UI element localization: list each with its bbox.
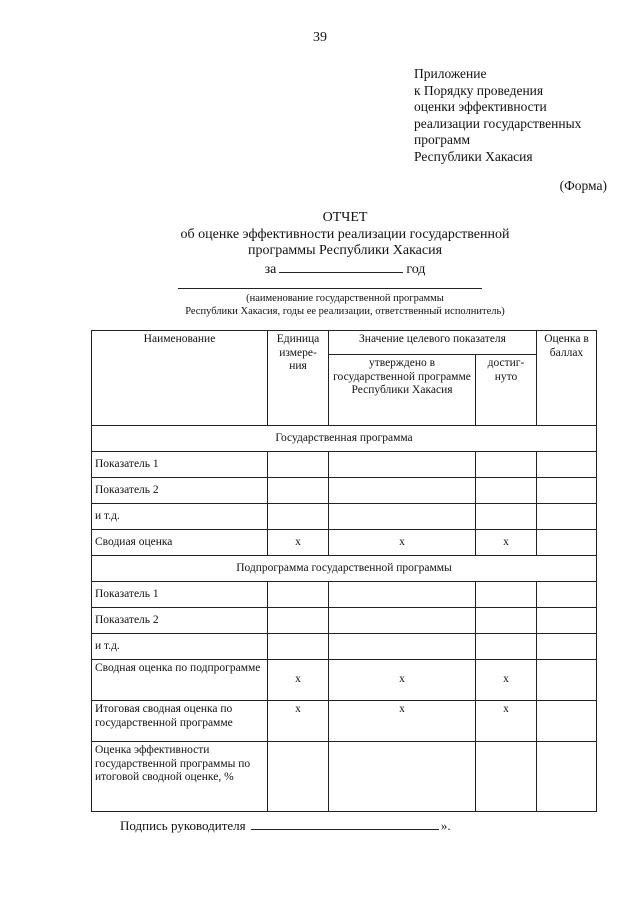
header-unit: Единица измере-ния <box>268 331 329 426</box>
signature-line <box>120 818 451 834</box>
row-achieved[interactable] <box>476 452 537 478</box>
signature-blank-field[interactable] <box>251 818 439 830</box>
row-score[interactable] <box>537 608 597 634</box>
row-unit[interactable] <box>268 742 329 812</box>
header-name: Наименование <box>92 331 268 426</box>
program-name-caption <box>120 292 570 318</box>
row-name: Оценка эффективности государственной программы по итоговой сводной оценке, % <box>92 742 268 812</box>
row-achieved[interactable] <box>476 582 537 608</box>
form-label: (Форма) <box>559 178 607 193</box>
appendix-line: реализации государственных <box>414 115 582 131</box>
row-achieved[interactable] <box>476 478 537 504</box>
table-header-row <box>92 331 597 355</box>
section-row <box>92 556 597 582</box>
section-row <box>92 426 597 452</box>
row-score[interactable] <box>537 742 597 812</box>
header-target-value: Значение целевого показателя <box>329 331 537 355</box>
table-row <box>92 660 597 701</box>
row-name: Показатель 2 <box>92 608 268 634</box>
row-approved[interactable] <box>329 452 476 478</box>
appendix-line: Республики Хакасия <box>414 148 533 164</box>
row-approved[interactable] <box>329 634 476 660</box>
row-approved[interactable] <box>329 608 476 634</box>
row-score[interactable] <box>537 701 597 742</box>
table-row <box>92 608 597 634</box>
row-unit[interactable] <box>268 582 329 608</box>
table-row <box>92 478 597 504</box>
row-name: Показатель 1 <box>92 582 268 608</box>
table-row <box>92 634 597 660</box>
table-row <box>92 504 597 530</box>
title-period <box>140 260 550 279</box>
page-number: 39 <box>313 30 327 45</box>
row-achieved[interactable] <box>476 634 537 660</box>
row-score[interactable] <box>537 530 597 556</box>
row-name: Сводиая оценка <box>92 530 268 556</box>
table-row <box>92 742 597 812</box>
section-title-program: Государственная программа <box>92 426 597 452</box>
row-unit[interactable] <box>268 478 329 504</box>
row-approved[interactable] <box>329 478 476 504</box>
row-name: Показатель 1 <box>92 452 268 478</box>
row-score[interactable] <box>537 582 597 608</box>
header-approved: утверждено в государственной программе Республики Хакасия <box>329 355 476 426</box>
header-achieved: достиг-нуто <box>476 355 537 426</box>
row-name: и т.д. <box>92 504 268 530</box>
row-approved[interactable] <box>329 504 476 530</box>
table-row <box>92 701 597 742</box>
header-score: Оценка в баллах <box>537 331 597 426</box>
row-score[interactable] <box>537 634 597 660</box>
row-unit[interactable] <box>268 504 329 530</box>
row-approved: х <box>329 660 476 701</box>
appendix-line: программ <box>414 132 471 147</box>
program-name-line[interactable] <box>178 288 482 289</box>
caption-line-1: (наименование государственной программы <box>246 293 444 304</box>
row-achieved[interactable] <box>476 742 537 812</box>
title-line-1: об оценке эффективности реализации государственной <box>180 226 510 242</box>
section-title-subprogram: Подпрограмма государственной программы <box>92 556 597 582</box>
appendix-note <box>414 66 581 165</box>
row-achieved[interactable] <box>476 504 537 530</box>
row-name: Итоговая сводная оценка по государственной программе <box>92 701 268 742</box>
row-score[interactable] <box>537 452 597 478</box>
title-heading: ОТЧЕТ <box>322 210 368 225</box>
row-approved: х <box>329 701 476 742</box>
row-unit[interactable] <box>268 452 329 478</box>
row-unit[interactable] <box>268 634 329 660</box>
row-achieved: х <box>476 660 537 701</box>
row-achieved[interactable] <box>476 608 537 634</box>
appendix-line: к Порядку проведения <box>414 82 544 98</box>
period-prefix: за <box>264 261 277 277</box>
row-unit: х <box>268 701 329 742</box>
period-blank-field[interactable] <box>279 260 403 273</box>
table-row <box>92 530 597 556</box>
row-unit: х <box>268 530 329 556</box>
signature-label: Подпись руководителя <box>120 818 246 833</box>
report-title <box>140 210 550 278</box>
row-approved[interactable] <box>329 582 476 608</box>
row-score[interactable] <box>537 478 597 504</box>
row-achieved: х <box>476 701 537 742</box>
appendix-line: Приложение <box>414 66 487 81</box>
signature-suffix: ». <box>440 818 451 833</box>
table-row <box>92 452 597 478</box>
row-name: Показатель 2 <box>92 478 268 504</box>
row-unit: х <box>268 660 329 701</box>
row-approved: х <box>329 530 476 556</box>
row-score[interactable] <box>537 504 597 530</box>
row-score[interactable] <box>537 660 597 701</box>
row-unit[interactable] <box>268 608 329 634</box>
caption-line-2: Республики Хакасия, годы ее реализации, ответственный исполнитель) <box>185 306 505 317</box>
row-approved[interactable] <box>329 742 476 812</box>
report-table <box>91 330 597 812</box>
title-line-2: программы Республики Хакасия <box>247 243 443 258</box>
row-name: Сводная оценка по подпрограмме <box>92 660 268 701</box>
period-suffix: год <box>406 261 426 277</box>
row-achieved: х <box>476 530 537 556</box>
appendix-line: оценки эффективности <box>414 99 547 114</box>
row-name: и т.д. <box>92 634 268 660</box>
table-row <box>92 582 597 608</box>
